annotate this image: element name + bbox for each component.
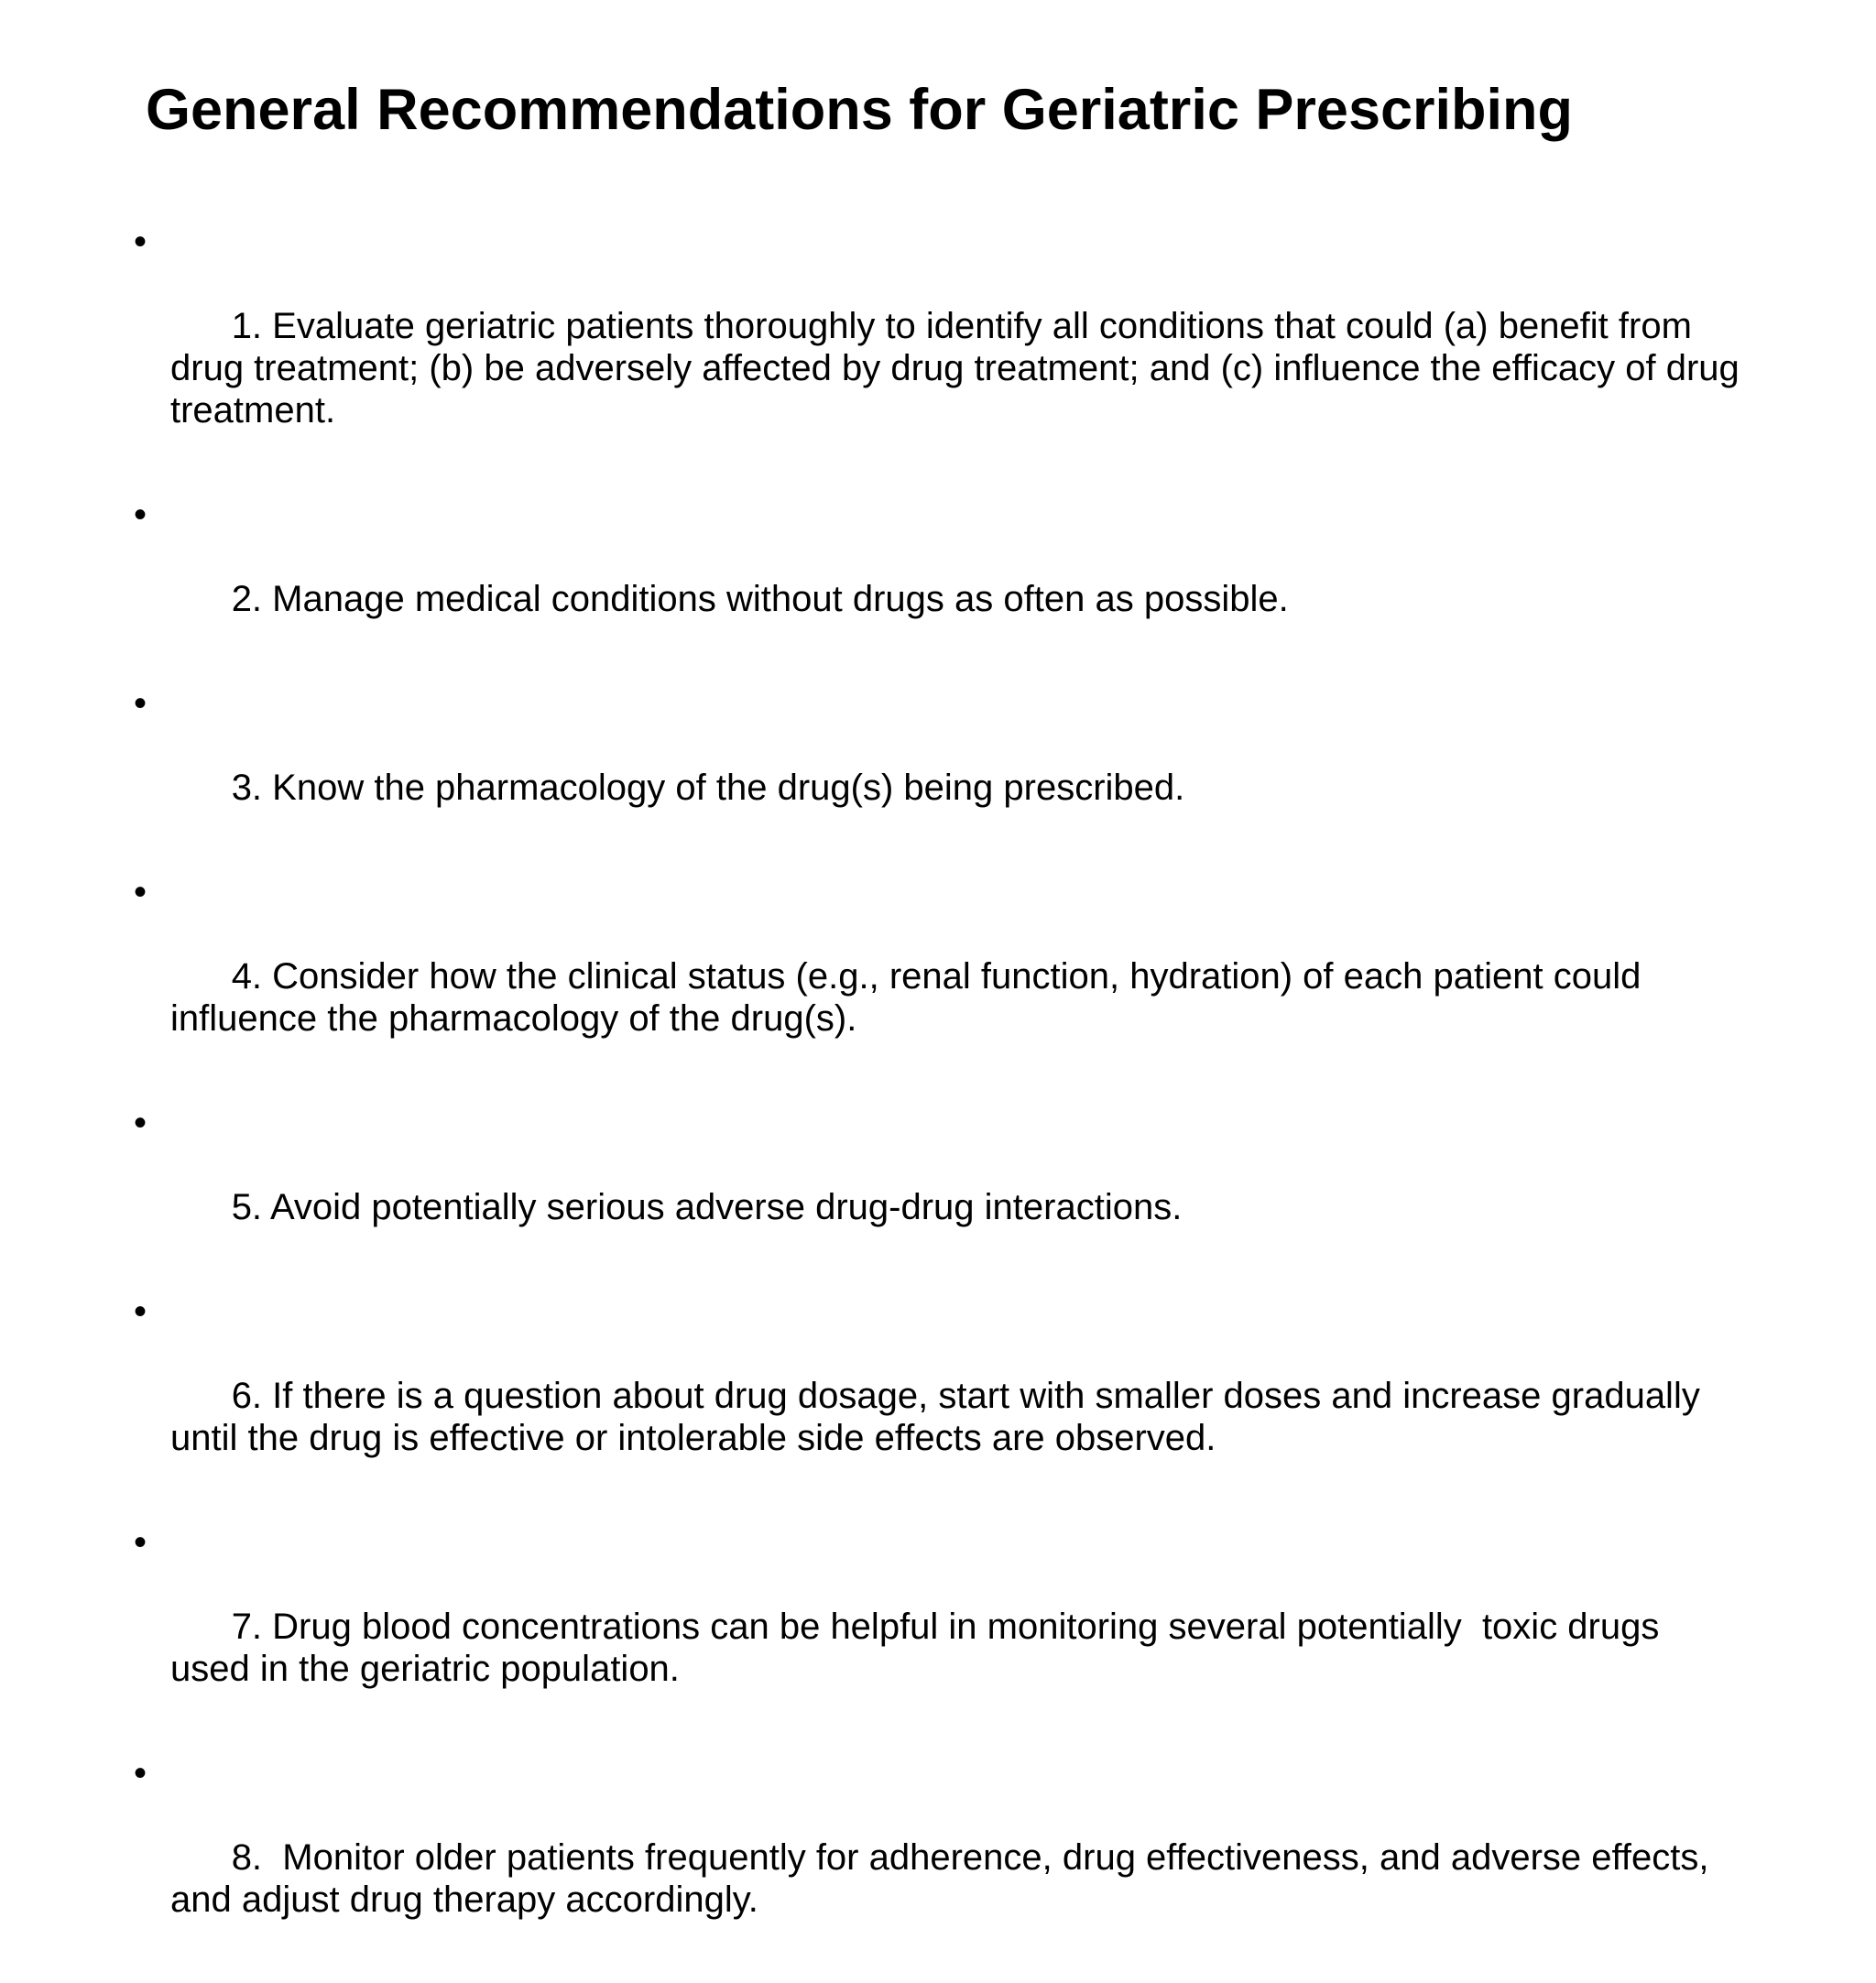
list-item-text: 3. Know the pharmacology of the drug(s) being prescribed. — [231, 768, 1185, 808]
slide-title: General Recommendations for Geriatric Prescribing — [146, 78, 1573, 142]
bullet-list — [134, 221, 1750, 1983]
list-item-text: 5. Avoid potentially serious adverse drug-drug interactions. — [231, 1187, 1183, 1227]
list-item — [134, 221, 1750, 474]
list-item-text: 2. Manage medical conditions without drugs as often as possible. — [231, 579, 1289, 619]
list-item — [134, 682, 1746, 851]
list-item-text: 8. Monitor older patients frequently for adherence, drug effectiveness, and adverse effects, and adjust drug therapy accordingly. — [170, 1837, 1719, 1920]
list-item-text: 6. If there is a question about drug dosage, start with smaller doses and increase gradually until the drug is effective or intolerable side effects are observed. — [170, 1376, 1710, 1458]
bullet-icon: • — [134, 683, 147, 724]
bullet-icon: • — [134, 872, 147, 912]
bullet-icon: • — [134, 1522, 147, 1563]
list-item — [134, 1521, 1746, 1732]
list-item — [134, 1752, 1746, 1963]
list-item-text: 1. Evaluate geriatric patients thoroughly to identify all conditions that could (a) benefit from drug treatment; (b) be adversely affected by drug treatment; and (c) influence the efficacy of drug treatment. — [170, 306, 1750, 430]
bullet-icon: • — [134, 1753, 147, 1793]
bullet-icon: • — [134, 1103, 147, 1143]
list-item — [134, 1291, 1746, 1501]
bullet-icon: • — [134, 1291, 147, 1332]
list-item-text: 4. Consider how the clinical status (e.g., renal function, hydration) of each patient could influence the pharmacology of the drug(s). — [170, 956, 1652, 1039]
list-item — [134, 1102, 1746, 1270]
list-item — [134, 494, 1746, 662]
list-item — [134, 871, 1746, 1082]
bullet-icon: • — [134, 222, 147, 262]
list-item-text: 7. Drug blood concentrations can be helpful in monitoring several potentially toxic drugs used in the geriatric population. — [170, 1607, 1670, 1689]
bullet-icon: • — [134, 495, 147, 535]
